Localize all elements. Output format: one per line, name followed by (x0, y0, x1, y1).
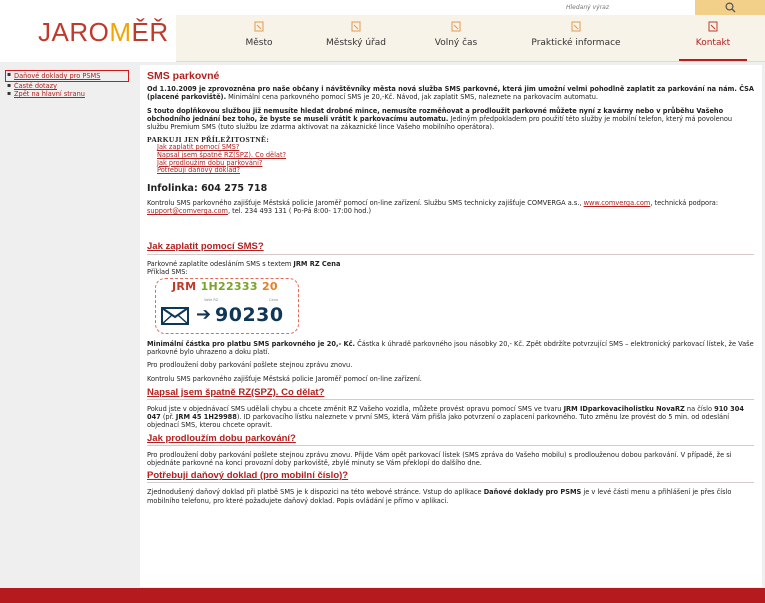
faq-link[interactable]: Potřebuji daňový doklad? (157, 166, 241, 175)
arrow-right-icon: ➔ (196, 304, 212, 326)
sms-price-caption: Cena (269, 298, 278, 303)
intro-bold: Od 1.10.2009 je zprovozněna pro naše občany i návštěvníky města nová služba SMS parkovné, která jim umožní velmi pohodlně zaplatit za parkování na nám. ČSA (placené parkoviště). (147, 85, 755, 102)
faq-link[interactable]: Napsal jsem špatně RZ(SPZ). Co dělat? (157, 151, 287, 160)
extend-paragraph: Pro prodloužení doby parkování pošlete stejnou zprávu znovu. Přijde Vám opět parkovací lístek (SMS zpráva do Vašeho mobilu) s prodlouženou dobou parkování. V případě, že si objednáte parkovné na konci provozní doby parkoviště, zbylé minuty se Vám překlopí do dalšího dne. (147, 450, 732, 468)
intro-bold: S touto doplňkovou službou již nemusíte hledat drobné mince, nemusíte rozměňovat a prodloužit parkovné můžete nyní z kavárny nebo v průběhu Vašeho obchodního jednání bez toho, že byste se museli vrátit k parkovacímu automatu. (147, 106, 724, 123)
pay-bold: Minimální částka pro platbu SMS parkovného je 20,- Kč. (147, 340, 356, 349)
faq-link[interactable]: Jak prodloužím dobu parkování? (157, 158, 263, 167)
nav-item-mestsky-urad[interactable] (311, 15, 401, 61)
nav-item-prakticke-informace[interactable] (521, 15, 631, 61)
control-text: , tel. 234 493 131 ( Po-Pá 8:00- 17:00 hod.) (227, 207, 372, 216)
section-heading-extend: Jak prodloužím dobu parkování? (147, 435, 754, 446)
intro-text: Minimální cena parkovného pomocí SMS je 20,-Kč. Návod, jak zaplatit SMS, naleznete na parkovacím automatu. (226, 93, 598, 102)
main-nav (176, 15, 765, 62)
info-icon (570, 21, 582, 33)
pay-paragraph-2: Pro prodloužení doby parkování pošlete stejnou zprávu znovu. (147, 361, 353, 370)
sidebar-item-zpet (6, 90, 132, 98)
wrong-rz-text: (př. (160, 413, 176, 422)
sms-code-price: 20 (261, 280, 278, 294)
sidebar-link[interactable]: Daňové doklady pro PSMS (14, 72, 101, 80)
sms-example (155, 278, 299, 334)
sidebar (6, 70, 132, 98)
nav-item-volny-cas[interactable] (416, 15, 496, 61)
intro-paragraph-1 (147, 85, 754, 101)
wrong-rz-text: Pokud jste v objednávací SMS udělali chybu a chcete změnit RZ Vašeho vozidla, můžete provést opravu pomocí SMS ve tvaru (147, 405, 564, 414)
main-content (140, 65, 762, 587)
contact-icon (707, 21, 719, 33)
logo-text-1: JARO (38, 17, 110, 47)
sms-number: 90230 (215, 304, 284, 327)
sidebar-item-danove-doklady (5, 70, 129, 82)
nav-label: Kontakt (695, 38, 731, 48)
search-icon (725, 2, 736, 13)
sms-code-jrm: JRM (172, 280, 197, 294)
nav-item-mesto[interactable] (214, 15, 304, 61)
wrong-rz-text: ). ID parkovacího lístku naleznete v první SMS, která Vám přišla jako potvrzení o zaplacení parkovného. Tuto změnu lze provést do 5 min. od odeslání objednací SMS, kterou chcete opravit. (147, 413, 730, 430)
tax-text: je v levé části menu a přihlášení je přes číslo mobilního telefonu, pro které požadujete daňový doklad. Popis ovládání je přímo v aplikaci. (147, 488, 732, 505)
nav-label: Městský úřad (326, 38, 386, 48)
search-input[interactable] (512, 0, 695, 15)
sidebar-link[interactable]: Zpět na hlavní stranu (14, 90, 85, 98)
logo-text-2: M (109, 17, 132, 47)
page-title: SMS parkovné (147, 70, 220, 82)
tax-paragraph (147, 488, 754, 504)
header (0, 0, 765, 62)
sms-code-rz: 1H22333 (200, 280, 258, 294)
tax-text: Zjednodušený daňový doklad při platbě SMS je k dispozici na této webové stránce. Vstup do aplikace (147, 488, 484, 497)
office-icon (350, 21, 362, 33)
faq-link[interactable]: Jak zaplatit pomocí SMS? (157, 143, 240, 152)
section-heading-tax: Potřebuji daňový doklad (pro mobilní číslo)? (147, 472, 754, 483)
wrong-rz-example: JRM 45 1H29988 (175, 413, 237, 422)
section-heading-wrong-rz: Napsal jsem špatně RZ(SPZ). Co dělat? (147, 389, 754, 400)
sidebar-link[interactable]: Časté dotazy (14, 82, 58, 90)
pay-text: Částka k úhradě parkovného jsou násobky 20,- Kč. Zpět obdržíte potvrzující SMS – elektronický parkovací lístek, že Vaše parkovné bylo uhrazeno a doku platí. (147, 340, 754, 357)
pay-paragraph-3: Kontrolu SMS parkovného zajišťuje Městská policie Jaroměř pomocí on-line zařízení. (147, 374, 422, 383)
tax-app-name: Daňové doklady pro PSMS (483, 488, 582, 497)
logo[interactable] (38, 17, 169, 48)
control-text: , technická podpora: (650, 199, 719, 207)
logo-text-3: ĚŘ (131, 17, 169, 47)
wrong-rz-text: na číslo (684, 405, 715, 414)
intro-text: Jediným předpokladem pro použití této služby je mobilní telefon, který má povolenou službu Premium SMS (tuto službu lze zdarma aktivovat na zákaznické lince Vašeho mobilního operátora). (147, 114, 733, 132)
sms-rz-caption: Vaše RZ (204, 298, 219, 303)
wrong-rz-number: 910 304 047 (147, 405, 744, 422)
control-paragraph (147, 199, 754, 215)
envelope-icon (161, 307, 189, 325)
support-email-link[interactable]: support@comverga.com (147, 207, 228, 216)
intro-paragraph-2 (147, 107, 754, 132)
control-text: Kontrolu SMS parkovného zajišťuje Městská policie Jaroměř pomocí on-line zařízení. Službu SMS technicky zajišťuje COMVERGA a.s., (147, 199, 584, 207)
town-icon (253, 21, 265, 33)
footer-bar (0, 588, 765, 603)
pay-line-2: Příklad SMS: (147, 267, 188, 276)
leisure-icon (450, 21, 462, 33)
pay-line-1 (147, 260, 754, 268)
nav-item-kontakt[interactable] (673, 15, 753, 61)
occasional-heading: PARKUJI JEN PŘÍLEŽITOSTNĚ: (147, 135, 270, 145)
sms-code (172, 280, 278, 294)
wrong-rz-format: JRM IDparkovaciholistku NovaRZ (563, 405, 685, 414)
comverga-link[interactable]: www.comverga.com (583, 199, 651, 207)
nav-label: Město (245, 38, 273, 48)
nav-label: Praktické informace (531, 38, 621, 48)
sidebar-item-caste-dotazy (6, 82, 132, 90)
nav-label: Volný čas (434, 38, 478, 48)
pay-format: JRM RZ Cena (293, 259, 341, 268)
hotline: Infolinka: 604 275 718 (147, 182, 268, 194)
faq-links (157, 144, 754, 174)
section-heading-pay: Jak zaplatit pomocí SMS? (147, 243, 754, 254)
pay-text: Parkovné zaplatíte odesláním SMS s textem (147, 259, 294, 268)
wrong-rz-paragraph (147, 405, 754, 430)
search-button[interactable] (695, 0, 765, 15)
pay-paragraph-1 (147, 340, 754, 356)
